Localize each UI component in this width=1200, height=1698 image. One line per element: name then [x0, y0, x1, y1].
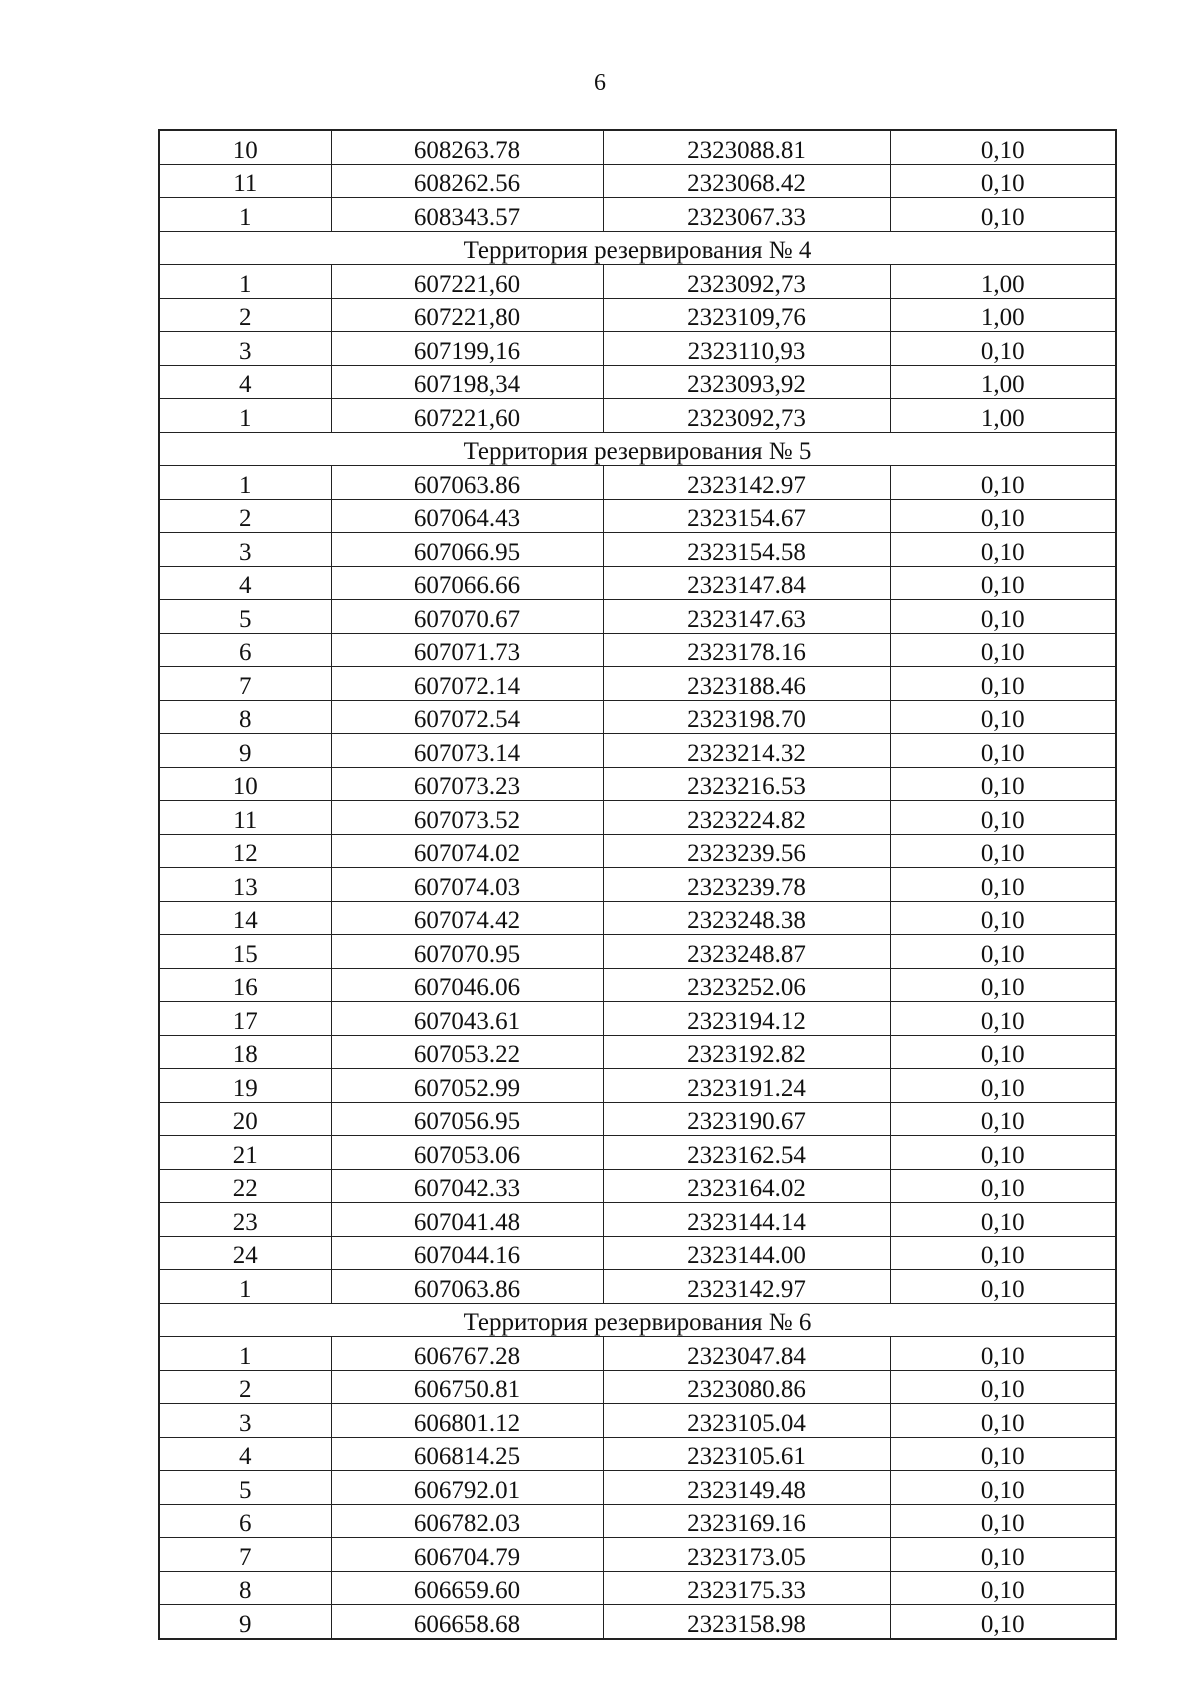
table-row	[159, 1605, 1116, 1639]
point-number-cell: 3	[159, 1404, 331, 1438]
accuracy-cell: 0,10	[890, 164, 1116, 198]
x-coordinate-cell: 607073.14	[331, 734, 603, 768]
y-coordinate-cell: 2323191.24	[603, 1069, 890, 1103]
point-number-cell: 22	[159, 1169, 331, 1203]
x-coordinate-cell: 607044.16	[331, 1236, 603, 1270]
table-row	[159, 130, 1116, 164]
x-coordinate-cell: 608262.56	[331, 164, 603, 198]
y-coordinate-cell: 2323088.81	[603, 130, 890, 164]
x-coordinate-cell: 607074.42	[331, 901, 603, 935]
y-coordinate-cell: 2323192.82	[603, 1035, 890, 1069]
accuracy-cell: 0,10	[890, 1504, 1116, 1538]
y-coordinate-cell: 2323162.54	[603, 1136, 890, 1170]
table-row	[159, 767, 1116, 801]
accuracy-cell: 0,10	[890, 801, 1116, 835]
table-row	[159, 734, 1116, 768]
accuracy-cell: 0,10	[890, 1337, 1116, 1371]
table-row	[159, 1504, 1116, 1538]
point-number-cell: 10	[159, 767, 331, 801]
point-number-cell: 16	[159, 968, 331, 1002]
y-coordinate-cell: 2323194.12	[603, 1002, 890, 1036]
point-number-cell: 19	[159, 1069, 331, 1103]
section-title: Территория резервирования № 4	[159, 231, 1116, 265]
table-row	[159, 633, 1116, 667]
point-number-cell: 1	[159, 265, 331, 299]
table-row	[159, 1169, 1116, 1203]
y-coordinate-cell: 2323092,73	[603, 265, 890, 299]
y-coordinate-cell: 2323105.04	[603, 1404, 890, 1438]
x-coordinate-cell: 607072.54	[331, 700, 603, 734]
x-coordinate-cell: 607056.95	[331, 1102, 603, 1136]
table-row	[159, 600, 1116, 634]
y-coordinate-cell: 2323154.58	[603, 533, 890, 567]
y-coordinate-cell: 2323239.56	[603, 834, 890, 868]
accuracy-cell: 0,10	[890, 130, 1116, 164]
point-number-cell: 1	[159, 1270, 331, 1304]
point-number-cell: 9	[159, 734, 331, 768]
y-coordinate-cell: 2323147.63	[603, 600, 890, 634]
y-coordinate-cell: 2323047.84	[603, 1337, 890, 1371]
x-coordinate-cell: 607053.06	[331, 1136, 603, 1170]
x-coordinate-cell: 607072.14	[331, 667, 603, 701]
accuracy-cell: 0,10	[890, 935, 1116, 969]
point-number-cell: 10	[159, 130, 331, 164]
accuracy-cell: 1,00	[890, 265, 1116, 299]
table-row	[159, 198, 1116, 232]
x-coordinate-cell: 607070.67	[331, 600, 603, 634]
point-number-cell: 5	[159, 600, 331, 634]
x-coordinate-cell: 606659.60	[331, 1571, 603, 1605]
table-row	[159, 901, 1116, 935]
x-coordinate-cell: 606704.79	[331, 1538, 603, 1572]
y-coordinate-cell: 2323173.05	[603, 1538, 890, 1572]
point-number-cell: 3	[159, 533, 331, 567]
y-coordinate-cell: 2323142.97	[603, 466, 890, 500]
table-row	[159, 868, 1116, 902]
table-row	[159, 566, 1116, 600]
accuracy-cell: 0,10	[890, 1538, 1116, 1572]
point-number-cell: 1	[159, 198, 331, 232]
point-number-cell: 4	[159, 566, 331, 600]
point-number-cell: 5	[159, 1471, 331, 1505]
point-number-cell: 20	[159, 1102, 331, 1136]
section-header-row	[159, 432, 1116, 466]
point-number-cell: 17	[159, 1002, 331, 1036]
y-coordinate-cell: 2323110,93	[603, 332, 890, 366]
table-row	[159, 499, 1116, 533]
x-coordinate-cell: 607063.86	[331, 466, 603, 500]
point-number-cell: 1	[159, 466, 331, 500]
y-coordinate-cell: 2323158.98	[603, 1605, 890, 1639]
accuracy-cell: 0,10	[890, 1236, 1116, 1270]
coordinates-table	[158, 129, 1117, 1640]
accuracy-cell: 0,10	[890, 901, 1116, 935]
table-row	[159, 1437, 1116, 1471]
table-row	[159, 365, 1116, 399]
y-coordinate-cell: 2323105.61	[603, 1437, 890, 1471]
x-coordinate-cell: 606792.01	[331, 1471, 603, 1505]
x-coordinate-cell: 607073.23	[331, 767, 603, 801]
x-coordinate-cell: 607064.43	[331, 499, 603, 533]
x-coordinate-cell: 607043.61	[331, 1002, 603, 1036]
point-number-cell: 13	[159, 868, 331, 902]
point-number-cell: 1	[159, 1337, 331, 1371]
accuracy-cell: 0,10	[890, 1471, 1116, 1505]
point-number-cell: 6	[159, 633, 331, 667]
accuracy-cell: 0,10	[890, 1571, 1116, 1605]
point-number-cell: 12	[159, 834, 331, 868]
accuracy-cell: 0,10	[890, 633, 1116, 667]
table-row	[159, 1002, 1116, 1036]
accuracy-cell: 0,10	[890, 1069, 1116, 1103]
accuracy-cell: 0,10	[890, 1437, 1116, 1471]
section-header-row	[159, 1303, 1116, 1337]
y-coordinate-cell: 2323154.67	[603, 499, 890, 533]
table-row	[159, 1270, 1116, 1304]
y-coordinate-cell: 2323248.38	[603, 901, 890, 935]
table-row	[159, 1102, 1116, 1136]
accuracy-cell: 0,10	[890, 734, 1116, 768]
table-row	[159, 1404, 1116, 1438]
table-row	[159, 1471, 1116, 1505]
x-coordinate-cell: 608343.57	[331, 198, 603, 232]
x-coordinate-cell: 606814.25	[331, 1437, 603, 1471]
accuracy-cell: 0,10	[890, 868, 1116, 902]
table-row	[159, 1069, 1116, 1103]
y-coordinate-cell: 2323144.00	[603, 1236, 890, 1270]
accuracy-cell: 0,10	[890, 198, 1116, 232]
accuracy-cell: 0,10	[890, 1404, 1116, 1438]
table-row	[159, 1337, 1116, 1371]
table-row	[159, 298, 1116, 332]
point-number-cell: 23	[159, 1203, 331, 1237]
x-coordinate-cell: 607074.03	[331, 868, 603, 902]
table-row	[159, 1571, 1116, 1605]
x-coordinate-cell: 607221,60	[331, 265, 603, 299]
y-coordinate-cell: 2323252.06	[603, 968, 890, 1002]
y-coordinate-cell: 2323188.46	[603, 667, 890, 701]
table-row	[159, 332, 1116, 366]
x-coordinate-cell: 607042.33	[331, 1169, 603, 1203]
accuracy-cell: 0,10	[890, 1102, 1116, 1136]
accuracy-cell: 0,10	[890, 667, 1116, 701]
point-number-cell: 2	[159, 1370, 331, 1404]
y-coordinate-cell: 2323169.16	[603, 1504, 890, 1538]
x-coordinate-cell: 607053.22	[331, 1035, 603, 1069]
x-coordinate-cell: 606750.81	[331, 1370, 603, 1404]
coordinates-table-body	[159, 130, 1116, 1639]
section-header-row	[159, 231, 1116, 265]
accuracy-cell: 0,10	[890, 834, 1116, 868]
y-coordinate-cell: 2323092,73	[603, 399, 890, 433]
accuracy-cell: 0,10	[890, 1169, 1116, 1203]
table-row	[159, 399, 1116, 433]
x-coordinate-cell: 606658.68	[331, 1605, 603, 1639]
y-coordinate-cell: 2323175.33	[603, 1571, 890, 1605]
table-row	[159, 801, 1116, 835]
x-coordinate-cell: 607063.86	[331, 1270, 603, 1304]
point-number-cell: 14	[159, 901, 331, 935]
point-number-cell: 4	[159, 365, 331, 399]
y-coordinate-cell: 2323067.33	[603, 198, 890, 232]
point-number-cell: 9	[159, 1605, 331, 1639]
point-number-cell: 11	[159, 801, 331, 835]
y-coordinate-cell: 2323068.42	[603, 164, 890, 198]
x-coordinate-cell: 607066.66	[331, 566, 603, 600]
x-coordinate-cell: 606782.03	[331, 1504, 603, 1538]
accuracy-cell: 1,00	[890, 365, 1116, 399]
y-coordinate-cell: 2323147.84	[603, 566, 890, 600]
accuracy-cell: 0,10	[890, 968, 1116, 1002]
x-coordinate-cell: 606767.28	[331, 1337, 603, 1371]
point-number-cell: 3	[159, 332, 331, 366]
accuracy-cell: 0,10	[890, 700, 1116, 734]
point-number-cell: 2	[159, 298, 331, 332]
x-coordinate-cell: 607074.02	[331, 834, 603, 868]
x-coordinate-cell: 607221,80	[331, 298, 603, 332]
accuracy-cell: 0,10	[890, 566, 1116, 600]
accuracy-cell: 0,10	[890, 1203, 1116, 1237]
table-row	[159, 1236, 1116, 1270]
table-row	[159, 1538, 1116, 1572]
x-coordinate-cell: 607221,60	[331, 399, 603, 433]
accuracy-cell: 1,00	[890, 399, 1116, 433]
y-coordinate-cell: 2323080.86	[603, 1370, 890, 1404]
x-coordinate-cell: 607073.52	[331, 801, 603, 835]
table-row	[159, 968, 1116, 1002]
y-coordinate-cell: 2323093,92	[603, 365, 890, 399]
y-coordinate-cell: 2323149.48	[603, 1471, 890, 1505]
y-coordinate-cell: 2323142.97	[603, 1270, 890, 1304]
accuracy-cell: 0,10	[890, 1605, 1116, 1639]
y-coordinate-cell: 2323198.70	[603, 700, 890, 734]
point-number-cell: 11	[159, 164, 331, 198]
y-coordinate-cell: 2323109,76	[603, 298, 890, 332]
point-number-cell: 7	[159, 667, 331, 701]
y-coordinate-cell: 2323214.32	[603, 734, 890, 768]
x-coordinate-cell: 607071.73	[331, 633, 603, 667]
page-number: 6	[594, 70, 606, 96]
accuracy-cell: 0,10	[890, 533, 1116, 567]
x-coordinate-cell: 607199,16	[331, 332, 603, 366]
point-number-cell: 6	[159, 1504, 331, 1538]
accuracy-cell: 0,10	[890, 1270, 1116, 1304]
table-row	[159, 1136, 1116, 1170]
x-coordinate-cell: 607046.06	[331, 968, 603, 1002]
table-row	[159, 935, 1116, 969]
x-coordinate-cell: 607052.99	[331, 1069, 603, 1103]
point-number-cell: 21	[159, 1136, 331, 1170]
table-row	[159, 1370, 1116, 1404]
accuracy-cell: 0,10	[890, 1035, 1116, 1069]
point-number-cell: 2	[159, 499, 331, 533]
x-coordinate-cell: 606801.12	[331, 1404, 603, 1438]
x-coordinate-cell: 607066.95	[331, 533, 603, 567]
y-coordinate-cell: 2323216.53	[603, 767, 890, 801]
accuracy-cell: 0,10	[890, 767, 1116, 801]
accuracy-cell: 0,10	[890, 1002, 1116, 1036]
point-number-cell: 4	[159, 1437, 331, 1471]
accuracy-cell: 0,10	[890, 600, 1116, 634]
point-number-cell: 8	[159, 1571, 331, 1605]
y-coordinate-cell: 2323239.78	[603, 868, 890, 902]
point-number-cell: 15	[159, 935, 331, 969]
point-number-cell: 18	[159, 1035, 331, 1069]
point-number-cell: 24	[159, 1236, 331, 1270]
y-coordinate-cell: 2323190.67	[603, 1102, 890, 1136]
accuracy-cell: 0,10	[890, 466, 1116, 500]
x-coordinate-cell: 607198,34	[331, 365, 603, 399]
y-coordinate-cell: 2323164.02	[603, 1169, 890, 1203]
table-row	[159, 667, 1116, 701]
y-coordinate-cell: 2323178.16	[603, 633, 890, 667]
accuracy-cell: 0,10	[890, 332, 1116, 366]
table-row	[159, 1203, 1116, 1237]
y-coordinate-cell: 2323224.82	[603, 801, 890, 835]
x-coordinate-cell: 607070.95	[331, 935, 603, 969]
accuracy-cell: 0,10	[890, 1136, 1116, 1170]
table-row	[159, 466, 1116, 500]
accuracy-cell: 0,10	[890, 499, 1116, 533]
table-row	[159, 700, 1116, 734]
table-row	[159, 265, 1116, 299]
section-title: Территория резервирования № 6	[159, 1303, 1116, 1337]
table-row	[159, 1035, 1116, 1069]
table-row	[159, 533, 1116, 567]
x-coordinate-cell: 607041.48	[331, 1203, 603, 1237]
accuracy-cell: 0,10	[890, 1370, 1116, 1404]
accuracy-cell: 1,00	[890, 298, 1116, 332]
y-coordinate-cell: 2323248.87	[603, 935, 890, 969]
point-number-cell: 1	[159, 399, 331, 433]
table-row	[159, 164, 1116, 198]
point-number-cell: 8	[159, 700, 331, 734]
table-row	[159, 834, 1116, 868]
point-number-cell: 7	[159, 1538, 331, 1572]
x-coordinate-cell: 608263.78	[331, 130, 603, 164]
section-title: Территория резервирования № 5	[159, 432, 1116, 466]
y-coordinate-cell: 2323144.14	[603, 1203, 890, 1237]
